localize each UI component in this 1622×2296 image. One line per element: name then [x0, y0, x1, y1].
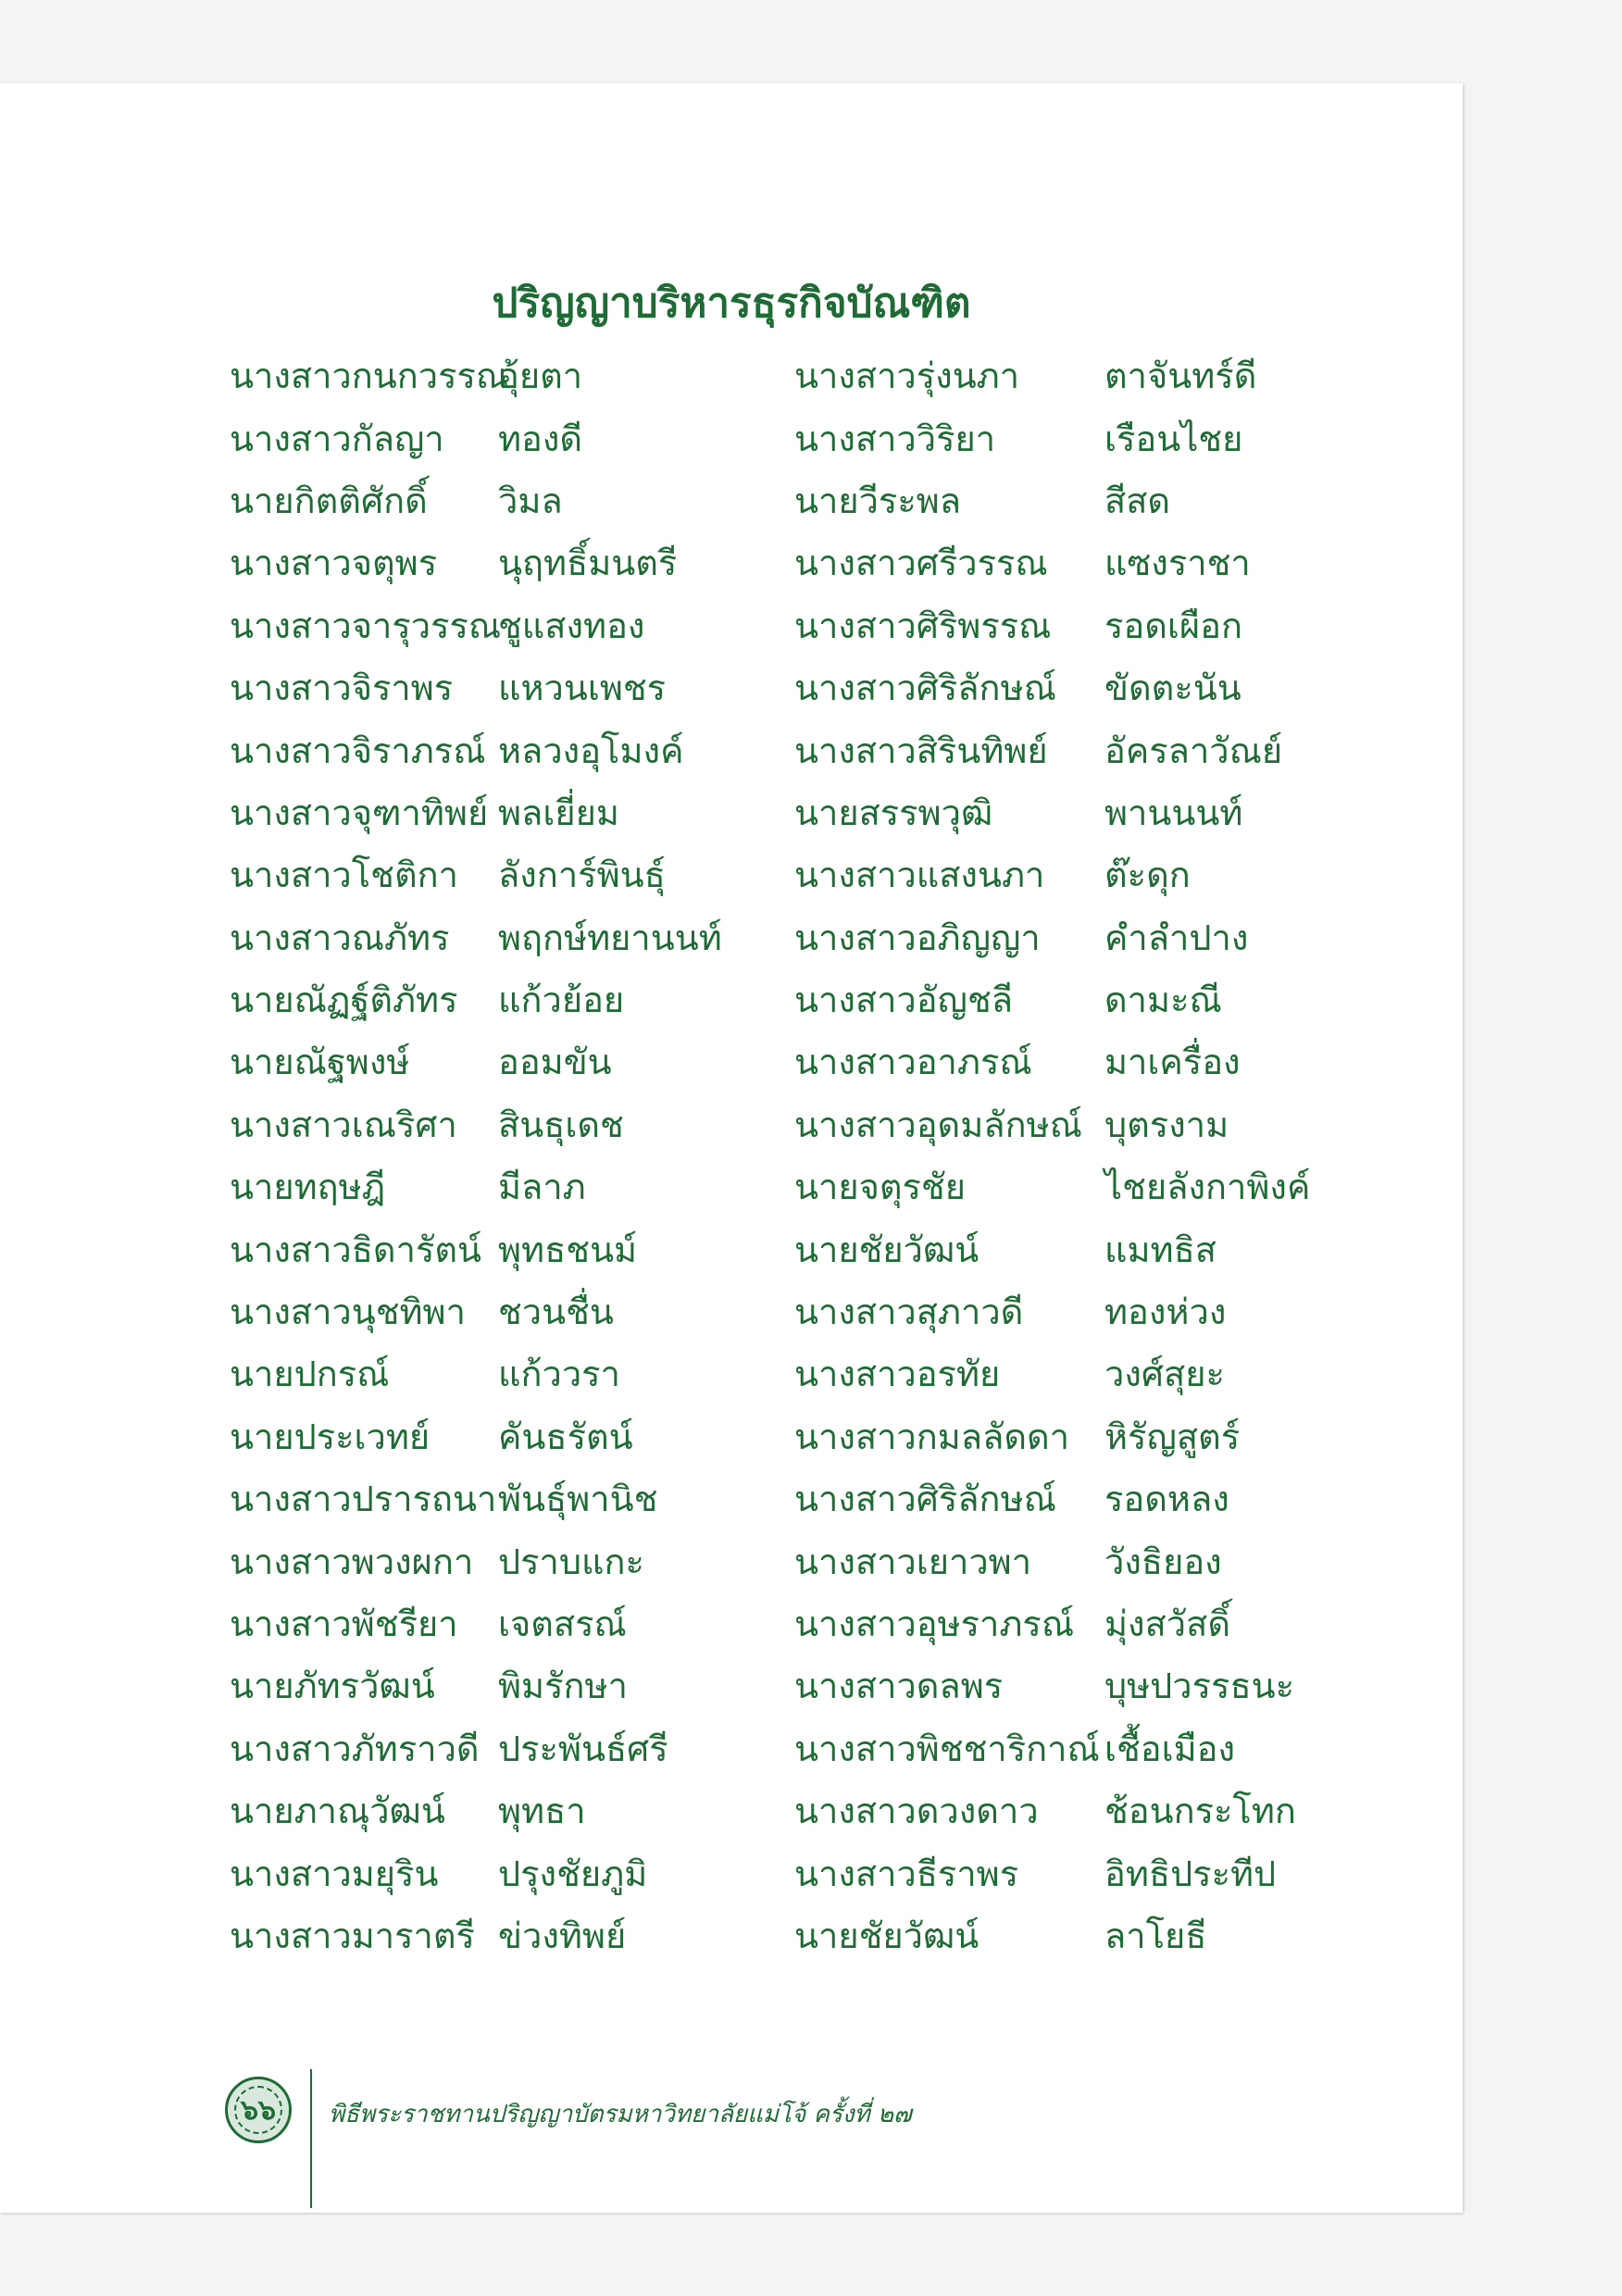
surname-right: วังธิยอง: [1104, 1541, 1222, 1582]
surname-left: นุฤทธิ์มนตรี: [498, 543, 678, 584]
given-name-right: นางสาวเยาวพา: [794, 1541, 1032, 1582]
surname-right: ช้อนกระโทก: [1104, 1791, 1296, 1832]
surname-left: ลังการ์พินธุ์: [498, 855, 666, 896]
given-name-right: นางสาวกมลลัดดา: [794, 1416, 1070, 1457]
surname-left: มีลาภ: [498, 1167, 586, 1208]
footer-caption: พิธีพระราชทานปริญญาบัตรมหาวิทยาลัยแม่โจ้ ครั้งที่ ๒๗: [329, 2101, 912, 2128]
surname-left: สินธุเดช: [498, 1104, 624, 1145]
surname-right: บุษปวรรธนะ: [1104, 1666, 1295, 1707]
surname-right: สีสด: [1104, 480, 1171, 521]
surname-left: แก้วย้อย: [498, 980, 625, 1021]
given-name-left: นางสาวจตุพร: [230, 543, 438, 584]
surname-right: รอดหลง: [1104, 1479, 1229, 1520]
section-title: ปริญญาบริหารธุรกิจบัณฑิต: [492, 280, 971, 327]
given-name-left: นายกิตติศักดิ์: [230, 480, 428, 521]
given-name-right: นางสาวอรทัย: [794, 1354, 1001, 1395]
surname-left: แก้ววรา: [498, 1354, 620, 1395]
surname-left: ปราบแกะ: [498, 1541, 644, 1582]
surname-left: พิมรักษา: [498, 1666, 628, 1707]
surname-left: ทองดี: [498, 418, 583, 459]
given-name-right: นางสาวศิริพรรณ: [794, 605, 1052, 646]
given-name-right: นางสาวอุดมลักษณ์: [794, 1104, 1082, 1145]
given-name-left: นายณัฏฐ์ติภัทร: [230, 980, 458, 1021]
surname-right: อัครลาวัณย์: [1104, 730, 1283, 771]
surname-left: ประพันธ์ศรี: [498, 1728, 668, 1769]
given-name-left: นางสาวเณริศา: [230, 1104, 457, 1145]
given-name-right: นางสาวศิริลักษณ์: [794, 1479, 1056, 1520]
surname-left: พันธุ์พานิช: [498, 1479, 658, 1520]
given-name-left: นางสาวมยุริน: [230, 1853, 439, 1894]
surname-right: พานนนท์: [1104, 792, 1243, 833]
given-name-left: นางสาวมาราตรี: [230, 1915, 475, 1956]
given-name-right: นางสาวอุษราภรณ์: [794, 1603, 1075, 1644]
given-name-left: นายทฤษฎี: [230, 1167, 386, 1208]
given-name-left: นางสาวกัลญา: [230, 418, 444, 459]
surname-right: ดามะณี: [1104, 980, 1222, 1021]
given-name-right: นางสาวศรีวรรณ: [794, 543, 1048, 584]
given-name-left: นายปกรณ์: [230, 1354, 390, 1395]
given-name-left: นางสาวนุชทิพา: [230, 1292, 466, 1333]
surname-right: คำลำปาง: [1104, 917, 1249, 958]
page-number: ๖๖: [240, 2093, 277, 2127]
surname-right: แมทธิส: [1104, 1229, 1216, 1270]
given-name-right: นางสาวดวงดาว: [794, 1791, 1039, 1832]
given-name-right: นางสาววิริยา: [794, 418, 996, 459]
given-name-right: นางสาวศิริลักษณ์: [794, 668, 1056, 709]
surname-right: เชื้อเมือง: [1104, 1728, 1236, 1769]
surname-left: ชวนชื่น: [498, 1292, 614, 1333]
given-name-left: นางสาวพวงผกา: [230, 1541, 474, 1582]
given-name-right: นายชัยวัฒน์: [794, 1229, 979, 1270]
given-name-right: นางสาวสุภาวดี: [794, 1292, 1024, 1333]
given-name-right: นางสาวอาภรณ์: [794, 1042, 1032, 1083]
surname-left: ชูแสงทอง: [498, 605, 645, 646]
surname-right: รอดเผือก: [1104, 605, 1242, 646]
given-name-left: นางสาวจุฑาทิพย์: [230, 792, 489, 833]
surname-left: พุทธา: [498, 1791, 586, 1832]
surname-right: วงศ์สุยะ: [1104, 1354, 1225, 1395]
given-name-left: นายภัทรวัฒน์: [230, 1666, 435, 1707]
surname-right: ทองห่วง: [1104, 1292, 1227, 1333]
given-name-left: นางสาวจารุวรรณ: [230, 605, 502, 646]
given-name-right: นางสาวสิรินทิพย์: [794, 730, 1048, 771]
given-name-left: นายภาณุวัฒน์: [230, 1791, 445, 1832]
surname-left: ออมขัน: [498, 1042, 612, 1083]
given-name-right: นายชัยวัฒน์: [794, 1915, 979, 1956]
given-name-left: นางสาวภัทราวดี: [230, 1728, 480, 1769]
surname-right: แซงราชา: [1104, 543, 1251, 584]
surname-left: หลวงอุโมงค์: [498, 730, 684, 771]
given-name-right: นางสาวอภิญญา: [794, 917, 1041, 958]
surname-left: อุ้ยตา: [498, 356, 583, 397]
surname-right: ลาโยธี: [1104, 1915, 1207, 1956]
surname-right: ตาจันทร์ดี: [1104, 356, 1257, 397]
surname-left: คันธรัตน์: [498, 1416, 633, 1457]
given-name-left: นางสาวจิราพร: [230, 668, 454, 709]
given-name-left: นางสาวพัชรียา: [230, 1603, 458, 1644]
given-name-left: นางสาวจิราภรณ์: [230, 730, 486, 771]
surname-left: ข่วงทิพย์: [498, 1915, 627, 1956]
surname-right: หิรัญสูตร์: [1104, 1416, 1241, 1457]
surname-left: แหวนเพชร: [498, 668, 667, 709]
given-name-right: นายวีระพล: [794, 480, 962, 521]
surname-right: ขัดตะนัน: [1104, 668, 1241, 709]
graduate-name-list: [230, 344, 1368, 1966]
surname-right: อิทธิประทีป: [1104, 1853, 1277, 1894]
footer-divider: [310, 2069, 312, 2208]
given-name-left: นางสาวธิดารัตน์: [230, 1229, 482, 1270]
seal-ring: [234, 2086, 282, 2134]
surname-right: มุ่งสวัสดิ์: [1104, 1603, 1231, 1644]
given-name-right: นางสาวพิชชาริกาณ์: [794, 1728, 1100, 1769]
surname-right: เรือนไชย: [1104, 418, 1243, 459]
surname-left: เจตสรณ์: [498, 1603, 627, 1644]
surname-left: พลเยี่ยม: [498, 792, 619, 833]
given-name-right: นายจตุรชัย: [794, 1167, 966, 1208]
given-name-left: นายณัฐพงษ์: [230, 1042, 410, 1083]
given-name-right: นางสาวอัญชลี: [794, 980, 1014, 1021]
surname-right: ต๊ะดุก: [1104, 855, 1191, 896]
university-seal-icon: [225, 2077, 292, 2143]
surname-left: พุทธชนม์: [498, 1229, 638, 1270]
given-name-left: นางสาวกนกวรรณ: [230, 356, 509, 397]
document-page: [0, 83, 1463, 2213]
given-name-left: นางสาวณภัทร: [230, 917, 450, 958]
given-name-left: นางสาวปรารถนา: [230, 1479, 497, 1520]
surname-left: พฤกษ์ทยานนท์: [498, 917, 722, 958]
given-name-left: นายประเวทย์: [230, 1416, 430, 1457]
given-name-right: นางสาวรุ่งนภา: [794, 356, 1020, 397]
given-name-right: นางสาวธีราพร: [794, 1853, 1019, 1894]
given-name-right: นายสรรพวุฒิ: [794, 792, 993, 833]
surname-right: มาเครื่อง: [1104, 1042, 1241, 1083]
given-name-right: นางสาวแสงนภา: [794, 855, 1045, 896]
surname-left: วิมล: [498, 480, 563, 521]
given-name-right: นางสาวดลพร: [794, 1666, 1004, 1707]
given-name-left: นางสาวโชติกา: [230, 855, 458, 896]
surname-right: ไชยลังกาพิงค์: [1104, 1167, 1311, 1208]
page-footer: [218, 2069, 1051, 2190]
surname-right: บุตรงาม: [1104, 1104, 1229, 1145]
surname-left: ปรุงชัยภูมิ: [498, 1853, 648, 1894]
